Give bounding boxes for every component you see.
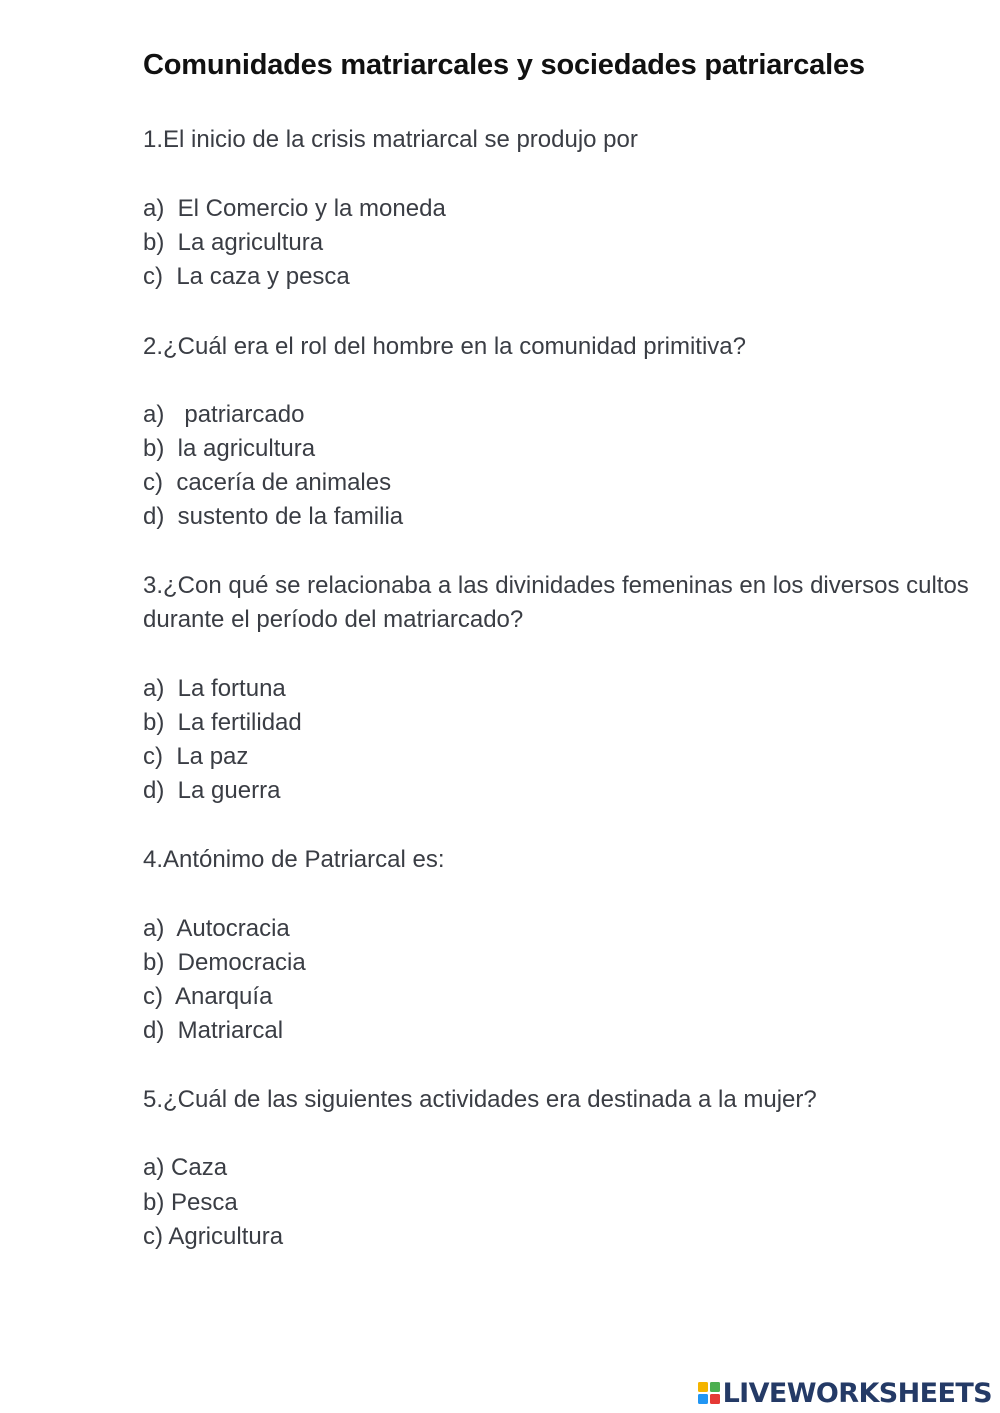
watermark-text: LIVEWORKSHEETS — [722, 1377, 992, 1409]
question-3-option-d[interactable]: d) La guerra — [143, 777, 281, 804]
worksheet-title: Comunidades matriarcales y sociedades patriarcales — [143, 49, 865, 81]
question-3-option-c[interactable]: c) La paz — [143, 743, 249, 770]
question-5-option-b[interactable]: b) Pesca — [143, 1189, 238, 1216]
question-1-option-c[interactable]: c) La caza y pesca — [143, 263, 350, 290]
question-3-text: 3.¿Con qué se relacionaba a las divinidades femeninas en los diversos cultos durante el período del matriarcado? — [143, 572, 969, 633]
question-1-text: 1.El inicio de la crisis matriarcal se produjo por — [143, 126, 638, 153]
question-3-option-a[interactable]: a) La fortuna — [143, 675, 286, 702]
question-2-option-d[interactable]: d) sustento de la familia — [143, 503, 404, 530]
liveworksheets-watermark — [697, 1379, 992, 1407]
liveworksheets-logo-icon — [697, 1381, 721, 1405]
question-2-option-c[interactable]: c) cacería de animales — [143, 469, 392, 496]
question-4-text: 4.Antónimo de Patriarcal es: — [143, 846, 445, 873]
question-4-option-a[interactable]: a) Autocracia — [143, 915, 290, 942]
question-4-option-c[interactable]: c) Anarquía — [143, 983, 273, 1010]
question-4-option-d[interactable]: d) Matriarcal — [143, 1017, 284, 1044]
question-2-option-b[interactable]: b) la agricultura — [143, 435, 316, 462]
question-1-option-a[interactable]: a) El Comercio y la moneda — [143, 195, 446, 222]
question-5-text: 5.¿Cuál de las siguientes actividades era destinada a la mujer? — [143, 1086, 817, 1113]
question-5-option-a[interactable]: a) Caza — [143, 1154, 228, 1181]
question-3-option-b[interactable]: b) La fertilidad — [143, 709, 302, 736]
question-4-option-b[interactable]: b) Democracia — [143, 949, 306, 976]
question-1-option-b[interactable]: b) La agricultura — [143, 229, 324, 256]
question-5-option-c[interactable]: c) Agricultura — [143, 1223, 284, 1250]
question-2-option-a[interactable]: a) patriarcado — [143, 401, 305, 428]
question-2-text: 2.¿Cuál era el rol del hombre en la comunidad primitiva? — [143, 333, 746, 360]
